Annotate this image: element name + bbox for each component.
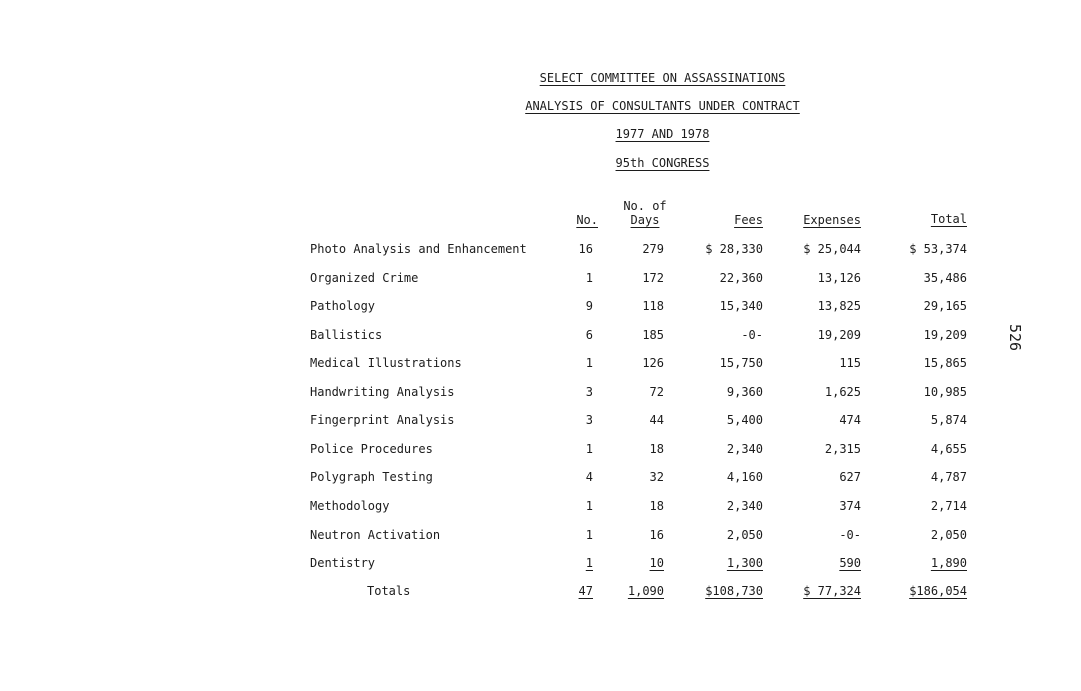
row-no: 1 <box>585 499 593 513</box>
row-fees: 5,400 <box>726 413 763 427</box>
row-fees: 9,360 <box>726 385 763 399</box>
row-total: 15,865 <box>923 356 967 370</box>
row-fees: 2,050 <box>726 528 763 542</box>
row-days: 72 <box>649 385 664 399</box>
row-days: 16 <box>649 528 664 542</box>
row-expenses: 1,625 <box>824 385 861 399</box>
row-expenses: 115 <box>839 356 861 370</box>
row-label: Ballistics <box>310 328 383 342</box>
row-total: 10,985 <box>923 385 967 399</box>
row-fees: 2,340 <box>726 499 763 513</box>
row-total: 5,874 <box>930 413 967 427</box>
table-row <box>0 555 1081 571</box>
row-label: Police Procedures <box>310 442 433 456</box>
row-expenses: 474 <box>839 413 861 427</box>
table-row <box>0 241 1081 257</box>
title-congress: 95th CONGRESS <box>615 156 710 170</box>
row-fees: 1,300 <box>726 556 763 570</box>
title-years: 1977 AND 1978 <box>615 127 710 141</box>
title-committee: SELECT COMMITTEE ON ASSASSINATIONS <box>539 71 786 85</box>
row-label: Medical Illustrations <box>310 356 462 370</box>
row-expenses: -0- <box>839 528 861 542</box>
row-fees: $ 28,330 <box>705 242 763 256</box>
row-days: 126 <box>642 356 664 370</box>
header-fees: Fees <box>734 213 763 227</box>
header-days <box>612 199 678 227</box>
row-no: 1 <box>585 442 593 456</box>
totals-days: 1,090 <box>627 584 664 598</box>
row-expenses: 13,825 <box>817 299 861 313</box>
row-no: 3 <box>585 385 593 399</box>
row-total: 4,655 <box>930 442 967 456</box>
row-total: 4,787 <box>930 470 967 484</box>
row-label: Methodology <box>310 499 390 513</box>
row-days: 185 <box>642 328 664 342</box>
row-no: 6 <box>585 328 593 342</box>
table-row <box>0 441 1081 457</box>
title-analysis: ANALYSIS OF CONSULTANTS UNDER CONTRACT <box>525 99 800 113</box>
row-expenses: 19,209 <box>817 328 861 342</box>
row-expenses: 627 <box>839 470 861 484</box>
row-days: 44 <box>649 413 664 427</box>
header-expenses: Expenses <box>803 213 861 227</box>
row-fees: 15,750 <box>719 356 763 370</box>
header-days-line1: No. of <box>623 199 667 213</box>
row-days: 18 <box>649 442 664 456</box>
row-fees: -0- <box>741 328 763 342</box>
table-row <box>0 327 1081 343</box>
row-no: 1 <box>585 556 593 570</box>
totals-expenses: $ 77,324 <box>803 584 861 598</box>
header-total: Total <box>930 212 967 226</box>
row-fees: 15,340 <box>719 299 763 313</box>
row-no: 4 <box>585 470 593 484</box>
row-label: Neutron Activation <box>310 528 441 542</box>
page-number: 526 <box>1006 324 1024 352</box>
row-total: 1,890 <box>930 556 967 570</box>
row-no: 16 <box>578 242 593 256</box>
row-total: 2,714 <box>930 499 967 513</box>
row-no: 1 <box>585 528 593 542</box>
row-expenses: $ 25,044 <box>803 242 861 256</box>
table-row <box>0 355 1081 371</box>
row-total: $ 53,374 <box>909 242 967 256</box>
row-no: 1 <box>585 356 593 370</box>
row-fees: 2,340 <box>726 442 763 456</box>
row-days: 10 <box>649 556 664 570</box>
table-row <box>0 298 1081 314</box>
row-days: 118 <box>642 299 664 313</box>
totals-row <box>0 583 1081 599</box>
table-row <box>0 384 1081 400</box>
row-label: Organized Crime <box>310 271 419 285</box>
header-days-line2: Days <box>630 213 660 227</box>
row-label: Photo Analysis and Enhancement <box>310 242 527 256</box>
totals-label: Totals <box>367 584 411 598</box>
totals-total: $186,054 <box>909 584 967 598</box>
row-fees: 22,360 <box>719 271 763 285</box>
row-total: 29,165 <box>923 299 967 313</box>
row-expenses: 374 <box>839 499 861 513</box>
row-fees: 4,160 <box>726 470 763 484</box>
table-row <box>0 270 1081 286</box>
row-no: 9 <box>585 299 593 313</box>
row-expenses: 2,315 <box>824 442 861 456</box>
row-label: Handwriting Analysis <box>310 385 455 399</box>
row-no: 3 <box>585 413 593 427</box>
table-row <box>0 412 1081 428</box>
row-total: 35,486 <box>923 271 967 285</box>
row-days: 32 <box>649 470 664 484</box>
table-row <box>0 498 1081 514</box>
row-label: Dentistry <box>310 556 376 570</box>
row-total: 19,209 <box>923 328 967 342</box>
table-row <box>0 469 1081 485</box>
table-row <box>0 527 1081 543</box>
row-label: Polygraph Testing <box>310 470 433 484</box>
row-days: 172 <box>642 271 664 285</box>
row-label: Fingerprint Analysis <box>310 413 455 427</box>
row-days: 18 <box>649 499 664 513</box>
header-no: No. <box>576 213 598 227</box>
row-expenses: 13,126 <box>817 271 861 285</box>
row-label: Pathology <box>310 299 376 313</box>
row-no: 1 <box>585 271 593 285</box>
row-days: 279 <box>642 242 664 256</box>
row-total: 2,050 <box>930 528 967 542</box>
totals-no: 47 <box>578 584 593 598</box>
row-expenses: 590 <box>839 556 861 570</box>
totals-fees: $108,730 <box>705 584 763 598</box>
